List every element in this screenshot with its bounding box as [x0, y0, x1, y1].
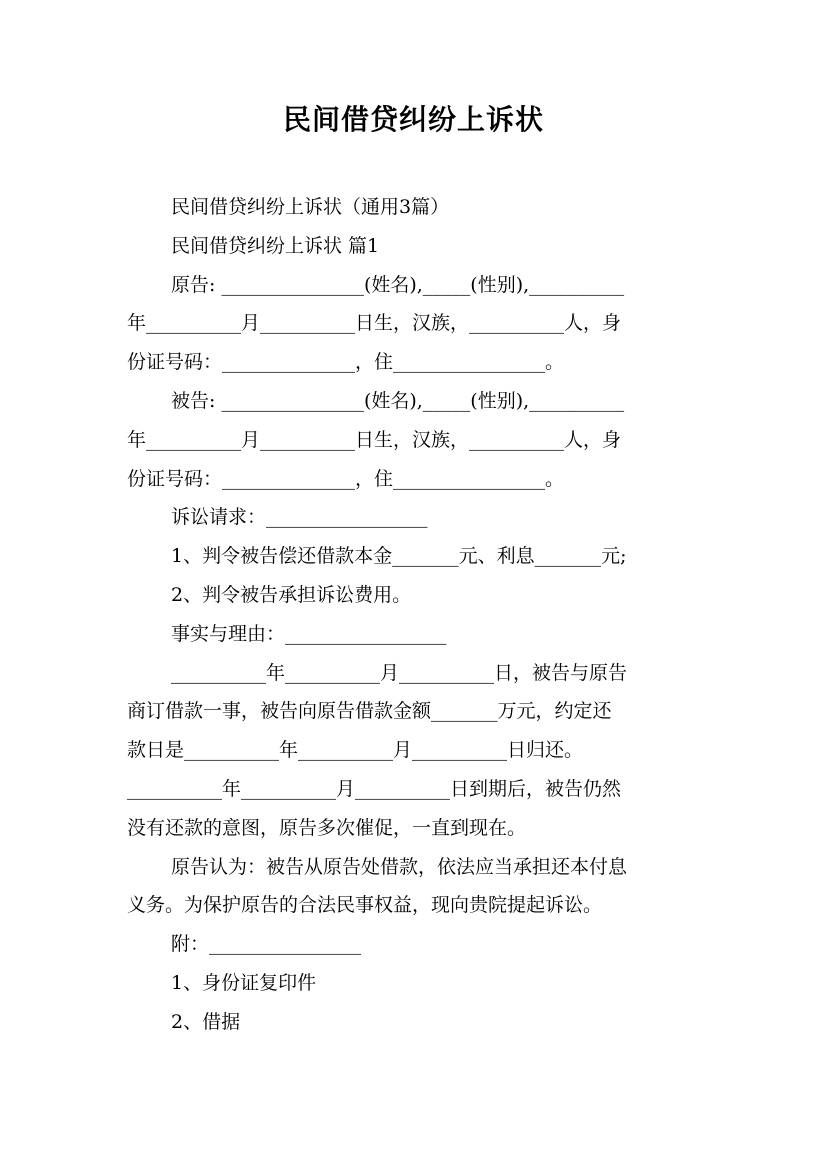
defendant-line-1: 被告: _______________(姓名),_____(性别),__________ — [171, 389, 625, 412]
attachment-item-2: 2、借据 — [171, 1010, 241, 1033]
opinion-line-1: 原告认为：被告从原告处借款，依法应当承担还本付息 — [171, 855, 628, 878]
facts-line-5: 没有还款的意图，原告多次催促，一直到现在。 — [127, 816, 527, 839]
document-title: 民间借贷纠纷上诉状 — [282, 103, 544, 136]
plaintiff-line-3: 份证号码：______________，住________________。 — [127, 351, 565, 374]
defendant-line-3: 份证号码：______________，住________________。 — [127, 467, 565, 490]
claim-item-2: 2、判令被告承担诉讼费用。 — [171, 583, 412, 606]
facts-heading: 事实与理由：_________________ — [171, 622, 447, 645]
plaintiff-line-1: 原告: _______________(姓名),_____(性别),__________ — [171, 273, 625, 296]
facts-line-2: 商订借款一事，被告向原告借款金额_______万元，约定还 — [127, 700, 612, 723]
attachments-heading: 附：________________ — [171, 933, 362, 956]
attachment-item-1: 1、身份证复印件 — [171, 971, 317, 994]
claims-heading: 诉讼请求：_________________ — [171, 506, 428, 529]
facts-line-3: 款日是__________年__________月__________日归还。 — [127, 739, 584, 762]
opinion-line-2: 义务。为保护原告的合法民事权益，现向贵院提起诉讼。 — [127, 894, 603, 917]
document-body — [127, 188, 705, 1042]
claim-item-1: 1、判令被告偿还借款本金_______元、利息_______元; — [171, 545, 627, 568]
facts-line-4: __________年__________月__________日到期后，被告仍然 — [127, 777, 622, 800]
plaintiff-line-2: 年__________月__________日生，汉族，__________人，身 — [127, 312, 622, 335]
defendant-line-2: 年__________月__________日生，汉族，__________人，身 — [127, 428, 622, 451]
facts-line-1: __________年__________月__________日，被告与原告 — [171, 661, 628, 684]
section-heading: 民间借贷纠纷上诉状 篇1 — [171, 234, 380, 257]
subtitle-line: 民间借贷纠纷上诉状（通用3篇） — [171, 196, 450, 218]
